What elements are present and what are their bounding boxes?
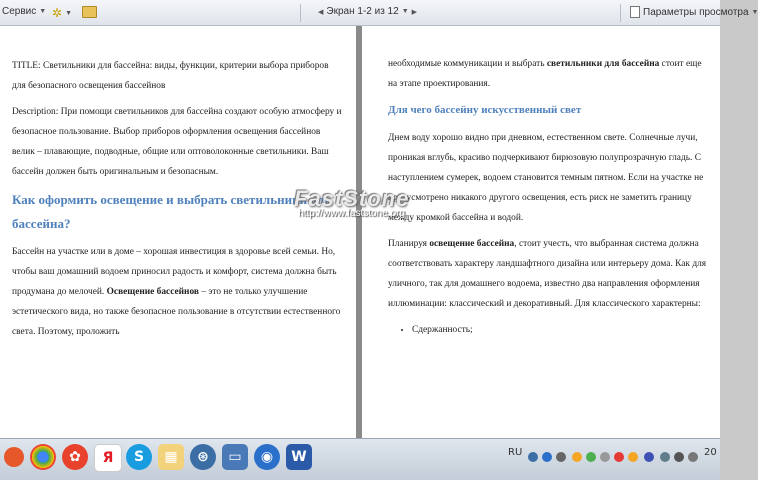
tray-icon[interactable]: [660, 452, 670, 462]
list-item: • Сдержанность;: [412, 320, 710, 340]
view-params-label: Параметры просмотра: [643, 6, 749, 18]
page-navigator[interactable]: [318, 6, 417, 17]
tray-icon[interactable]: [572, 452, 582, 462]
next-page-icon[interactable]: ▶: [411, 8, 418, 16]
view-params-button[interactable]: [630, 6, 758, 18]
tray-icon[interactable]: [528, 452, 538, 462]
skype-icon[interactable]: S: [126, 444, 152, 470]
chevron-down-icon: ▼: [65, 9, 72, 17]
settings-button[interactable]: [52, 6, 72, 20]
shield-icon[interactable]: ◉: [254, 444, 280, 470]
clock[interactable]: 20: [704, 447, 717, 458]
section-heading: Как оформить освещение и выбрать светильники для бассейна?: [12, 192, 332, 231]
start-icon[interactable]: [4, 447, 24, 467]
page-left: [0, 26, 356, 438]
volume-icon[interactable]: [674, 452, 684, 462]
paragraph: Днем воду хорошо видно при дневном, естественном свете. Солнечные лучи, проникая вглубь, красиво подчеркивают бирюзовую полупрозрачную гладь. С наступлением сумерек, водоем становится темным пятном. Если на участке не предусмотрено никакого другого освещения, есть риск не заметить границу между кромкой бассейна и водой.: [388, 133, 704, 223]
media-player-icon[interactable]: ✿: [62, 444, 88, 470]
doc-description: Description: При помощи светильников для бассейна создают особую атмосферу и безопасное пользование. Выбор приборов оформления освещения бассейнов велик – плавающие, подводные, общие или оптоволоконные светильники. Ваш бассейн должен быть оригинальным и безопасным.: [12, 107, 342, 177]
yandex-browser-icon[interactable]: Я: [94, 444, 122, 472]
paragraph: Планируя освещение бассейна, стоит учесть, что выбранная система должна соответствовать характеру ландшафтного дизайна или интерьеру дома. Как для уличного, так для домашнего водоема, известно два направления оформления иллюминации: классический и декоративный. Для классического характерны:: [388, 239, 707, 309]
screen-icon[interactable]: ▭: [222, 444, 248, 470]
taskbar: [0, 438, 720, 480]
service-menu-label: Сервис: [2, 6, 37, 17]
prev-page-icon[interactable]: ◀: [318, 8, 324, 16]
tray-icon[interactable]: [644, 452, 654, 462]
service-menu[interactable]: [2, 6, 46, 17]
tray-icon[interactable]: [614, 452, 624, 462]
folder-icon[interactable]: ▦: [158, 444, 184, 470]
view-params-icon: [630, 6, 640, 18]
page-counter: Экран 1-2 из 12: [326, 6, 399, 17]
help-icon[interactable]: [542, 452, 552, 462]
page-right: [362, 26, 720, 438]
toolbar: [0, 0, 758, 26]
watermark-url: http://www.faststone.org: [298, 208, 406, 219]
paragraph: Бассейн на участке или в доме – хорошая инвестиция в здоровье всей семьи. Но, чтобы ваш домашний водоем приносил радость и комфорт, система должна быть продумана до мелочей. Освещение бассейнов – это не только улучшение эстетического вида, но также безопасное пользование в отсутствии естественного света. Поэтому, проложить: [12, 247, 341, 337]
section-heading: Для чего бассейну искусственный свет: [388, 104, 582, 116]
paragraph: необходимые коммуникации и выбрать светильники для бассейна стоит еще на этапе проектирования.: [388, 59, 702, 89]
bullet-list: [388, 320, 710, 340]
chevron-down-icon: ▼: [39, 8, 47, 15]
tray-icon[interactable]: [628, 452, 638, 462]
tray-icon[interactable]: [586, 452, 596, 462]
doc-title: TITLE: Светильники для бассейна: виды, функции, критерии выбора приборов для безопасного освещения бассейнов: [12, 61, 329, 91]
chrome-icon[interactable]: [30, 444, 56, 470]
folder-icon: [82, 6, 97, 18]
word-icon[interactable]: W: [286, 444, 312, 470]
network-icon[interactable]: ⊛: [190, 444, 216, 470]
document-viewer[interactable]: [0, 26, 720, 438]
language-indicator[interactable]: RU: [508, 447, 523, 458]
chevron-down-icon: ▼: [751, 8, 758, 16]
tray-icon[interactable]: [556, 452, 566, 462]
network-status-icon[interactable]: [688, 452, 698, 462]
gear-icon: ✲: [52, 6, 63, 20]
open-folder-button[interactable]: [82, 6, 97, 18]
watermark-name: FastStone: [294, 186, 410, 211]
chevron-down-icon[interactable]: ▼: [401, 8, 409, 15]
tray-icon[interactable]: [600, 452, 610, 462]
